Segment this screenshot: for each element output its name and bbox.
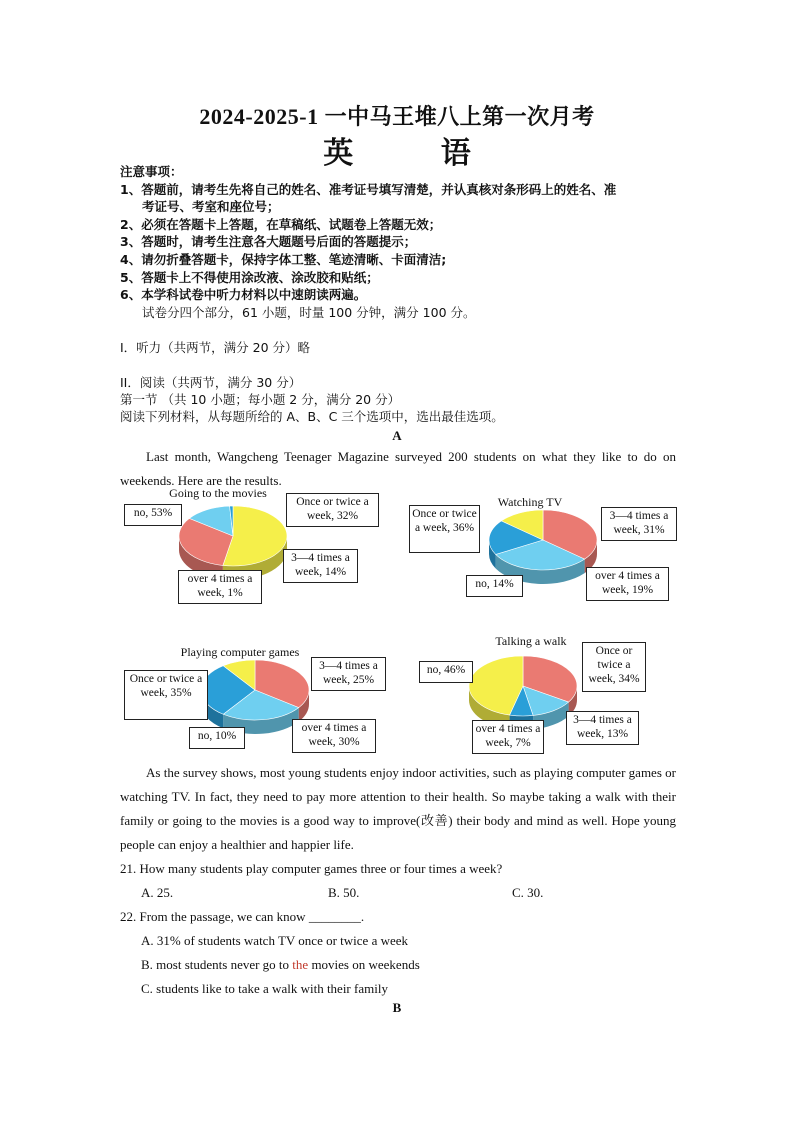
notes-heading: 注意事项： <box>120 164 183 179</box>
pie-chart-1 <box>169 486 287 580</box>
passage-body-note: (改善) <box>416 813 453 828</box>
notes-item: 6、本学科试卷中听力材料以中速朗读两遍。 <box>120 287 367 303</box>
passage-label-b: B <box>392 1000 402 1015</box>
pie-chart-title: Talking a walk <box>495 634 567 648</box>
q21-option-b[interactable]: B. 50. <box>328 885 360 900</box>
pie-label-over-4-times-a-week: over 4 times a week, 30% <box>292 719 376 753</box>
pie-label-once-or-twice-a-week: Once or twice a week, 32% <box>286 493 379 527</box>
exam-info: 试卷分四个部分，61 小题，时量 100 分钟，满分 100 分。 <box>142 304 476 320</box>
question-22: 22. From the passage, we can know ________. <box>120 909 365 924</box>
pie-chart-2 <box>489 495 597 584</box>
passage-body-part2: their body and mind as well. Hope young people can enjoy a healthier and happier life. <box>120 813 676 852</box>
pie-label-3-4-times-a-week: 3—4 times a week, 31% <box>601 507 677 541</box>
question-21: 21. How many students play computer games three or four times a week? <box>120 861 503 876</box>
q22-option-b-highlight: the <box>292 957 309 972</box>
pie-chart-4 <box>469 634 577 730</box>
pie-label-over-4-times-a-week: over 4 times a week, 19% <box>586 567 669 601</box>
section-listening: I．听力（共两节，满分 20 分）略 <box>120 340 311 355</box>
pie-label-3-4-times-a-week: 3—4 times a week, 25% <box>311 657 386 691</box>
pie-chart-title: Watching TV <box>497 495 563 509</box>
section-part1: 第一节 （共 10 小题；每小题 2 分，满分 20 分） <box>120 392 401 407</box>
passage-body-text <box>120 761 676 857</box>
subject-title: 英 语 <box>323 137 511 170</box>
pie-label-over-4-times-a-week: over 4 times a week, 1% <box>178 570 262 604</box>
q22-option-b-part1: B. most students never go to <box>141 957 293 972</box>
notes-item: 1、答题前，请考生先将自己的姓名、准考证号填写清楚，并认真核对条形码上的姓名、准 <box>120 181 617 197</box>
pie-label-once-or-twice-a-week: Once or twice a week, 34% <box>582 642 646 692</box>
q22-option-b-part2: movies on weekends <box>308 957 420 972</box>
pie-chart-title: Going to the movies <box>169 486 267 500</box>
pie-label-no: no, 46% <box>419 661 473 683</box>
q22-option-b[interactable] <box>141 953 420 977</box>
q22-option-a[interactable]: A. 31% of students watch TV once or twice a week <box>141 933 409 948</box>
q22-option-c[interactable]: C. students like to take a walk with their family <box>141 981 388 996</box>
section-instruction: 阅读下列材料，从每题所给的 A、B、C 三个选项中，选出最佳选项。 <box>120 409 504 424</box>
pie-chart-title: Playing computer games <box>180 645 300 659</box>
notes-item: 5、答题卡上不得使用涂改液、涂改胶和贴纸； <box>120 269 379 285</box>
pie-label-no: no, 53% <box>124 504 182 526</box>
q21-option-a[interactable]: A. 25. <box>141 885 174 900</box>
notes-item: 考证号、考室和座位号； <box>142 199 280 215</box>
passage-intro-text: Last month, Wangcheng Teenager Magazine surveyed 200 students on what they like to do on weekends. Here are the results. <box>120 449 676 488</box>
notes-item: 2、必须在答题卡上答题，在草稿纸、试题卷上答题无效； <box>120 216 442 232</box>
passage-body <box>120 761 676 857</box>
pie-label-once-or-twice-a-week: Once or twice a week, 35% <box>124 670 208 720</box>
exam-title: 2024-2025-1 一中马王堆八上第一次月考 <box>199 104 595 129</box>
pie-label-3-4-times-a-week: 3—4 times a week, 13% <box>566 711 639 745</box>
passage-body-part1: As the survey shows, most young students enjoy indoor activities, such as playing computer games or watching TV. In fact, they need to pay more attention to their health. So maybe taking a walk with their family or going to the movies is a good way to improve <box>120 765 676 828</box>
passage-label-a: A <box>392 428 402 443</box>
notes-item: 3、答题时，请考生注意各大题题号后面的答题提示； <box>120 234 417 250</box>
pie-label-over-4-times-a-week: over 4 times a week, 7% <box>472 720 544 754</box>
notes-item: 4、请勿折叠答题卡，保持字体工整、笔迹清晰、卡面清洁; <box>120 251 447 267</box>
section-reading: II．阅读（共两节，满分 30 分） <box>120 375 302 390</box>
pie-label-no: no, 14% <box>466 575 523 597</box>
pie-label-once-or-twice-a-week: Once or twice a week, 36% <box>409 505 480 553</box>
pie-label-3-4-times-a-week: 3—4 times a week, 14% <box>283 549 358 583</box>
pie-label-no: no, 10% <box>189 727 245 749</box>
q21-option-c[interactable]: C. 30. <box>512 885 544 900</box>
